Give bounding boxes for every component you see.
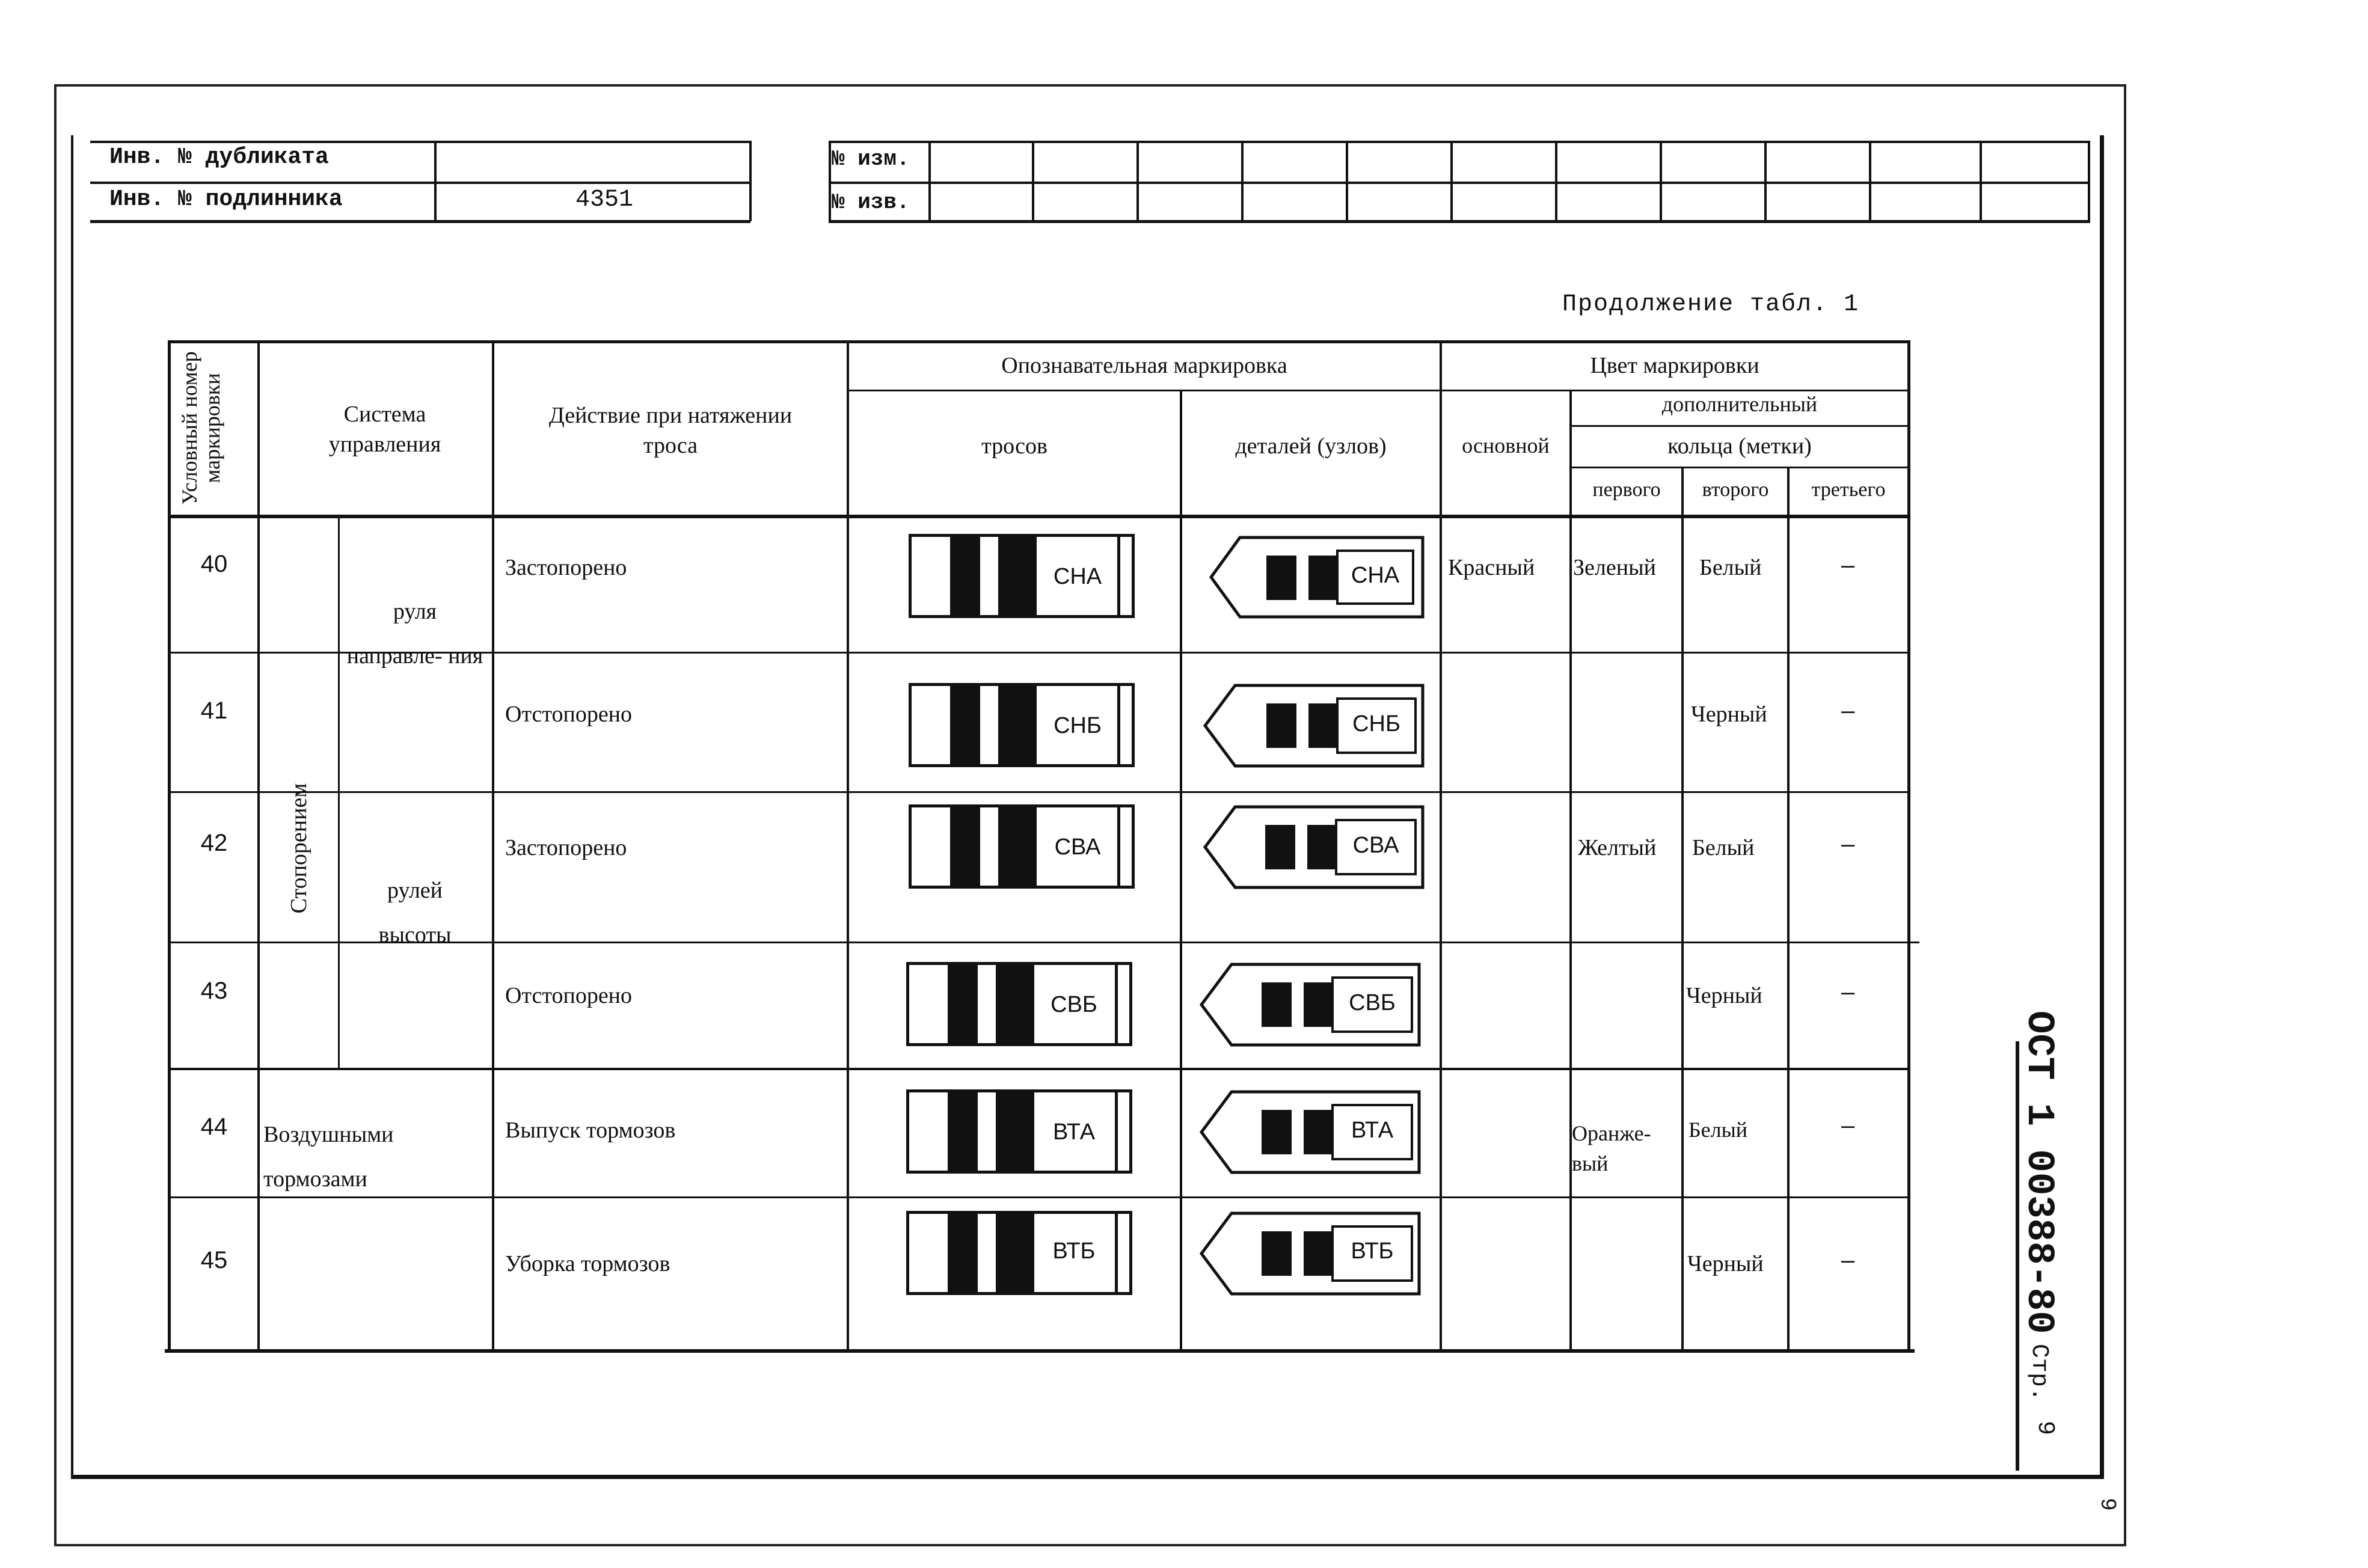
part-code: СНА xyxy=(1351,563,1400,588)
header-action: Действие при натяжении троса xyxy=(548,403,793,458)
row-action: Застопорено xyxy=(505,555,627,580)
notice-label: № изв. xyxy=(832,190,910,215)
standard-number: ОСТ 1 00388-80 xyxy=(2017,1011,2060,1334)
first-color-elevator: Желтый xyxy=(1578,835,1657,860)
row-num: 44 xyxy=(200,1113,228,1140)
group-elevator: рулей высоты xyxy=(378,878,452,948)
row-third: – xyxy=(1841,1112,1855,1139)
part-code: СВБ xyxy=(1349,990,1396,1015)
rope-code: СВА xyxy=(1054,835,1101,860)
row-action: Уборка тормозов xyxy=(505,1251,670,1276)
group-stopor: Стопорением xyxy=(286,783,311,914)
row-third: – xyxy=(1841,1247,1855,1273)
rope-code: СНБ xyxy=(1054,713,1102,738)
rope-code: СНА xyxy=(1053,564,1102,589)
row-action: Отстопорено xyxy=(505,983,633,1008)
dup-label: Инв. № дубликата xyxy=(109,144,329,170)
page-number: 9 xyxy=(2031,1420,2058,1435)
part-code: ВТА xyxy=(1351,1118,1394,1143)
row-second: Белый xyxy=(1689,1118,1748,1142)
header-third: третьего xyxy=(1811,479,1886,501)
page-label: Стр. xyxy=(2025,1344,2052,1402)
table-caption: Продолжение табл. 1 xyxy=(1562,291,1860,318)
change-label: № изм. xyxy=(832,147,910,171)
header-parts: деталей (узлов) xyxy=(1235,433,1387,459)
rope-code: СВБ xyxy=(1051,992,1097,1017)
header-ident: Опознавательная маркировка xyxy=(1001,353,1287,378)
header-num: Условный номер маркировки xyxy=(177,351,224,505)
main-color: Красный xyxy=(1448,555,1535,580)
row-third: – xyxy=(1841,552,1855,578)
part-code: СВА xyxy=(1352,833,1399,858)
row-third: – xyxy=(1841,697,1855,724)
rope-code: ВТА xyxy=(1052,1119,1096,1145)
header-main: основной xyxy=(1462,433,1550,458)
row-action: Выпуск тормозов xyxy=(505,1118,676,1143)
part-code: ВТБ xyxy=(1351,1239,1394,1264)
row-num: 45 xyxy=(200,1247,228,1273)
header-rings: кольца (метки) xyxy=(1667,433,1812,459)
row-num: 41 xyxy=(200,697,228,724)
row-third: – xyxy=(1841,979,1855,1005)
orig-value: 4351 xyxy=(575,186,633,213)
row-second: Черный xyxy=(1687,1251,1764,1276)
row-num: 40 xyxy=(200,551,228,577)
row-second: Белый xyxy=(1692,835,1755,860)
part-code: СНБ xyxy=(1352,711,1400,737)
header-system: Система управления xyxy=(328,402,441,457)
first-color-rudder: Зеленый xyxy=(1573,555,1656,580)
row-num: 43 xyxy=(200,978,228,1004)
header-additional: дополнительный xyxy=(1661,392,1818,416)
row-num: 42 xyxy=(200,830,228,856)
group-rudder: руля направле- ния xyxy=(346,599,483,669)
header-color: Цвет маркировки xyxy=(1590,353,1759,378)
row-action: Застопорено xyxy=(505,835,627,860)
orig-label: Инв. № подлинника xyxy=(109,186,343,212)
rope-code: ВТБ xyxy=(1052,1239,1096,1264)
row-second: Белый xyxy=(1699,555,1762,580)
header-first: первого xyxy=(1592,479,1661,501)
row-action: Отстопорено xyxy=(505,702,633,727)
header-ropes: тросов xyxy=(981,433,1048,459)
header-second: второго xyxy=(1702,479,1769,501)
row-second: Черный xyxy=(1686,983,1762,1008)
row-third: – xyxy=(1841,831,1855,857)
row-second: Черный xyxy=(1691,702,1767,727)
group-airbrake: Воздушными тормозами xyxy=(263,1122,394,1192)
edge-page-number: 9 xyxy=(2095,1498,2120,1511)
first-color-airbrake: Оранже- вый xyxy=(1572,1121,1651,1175)
